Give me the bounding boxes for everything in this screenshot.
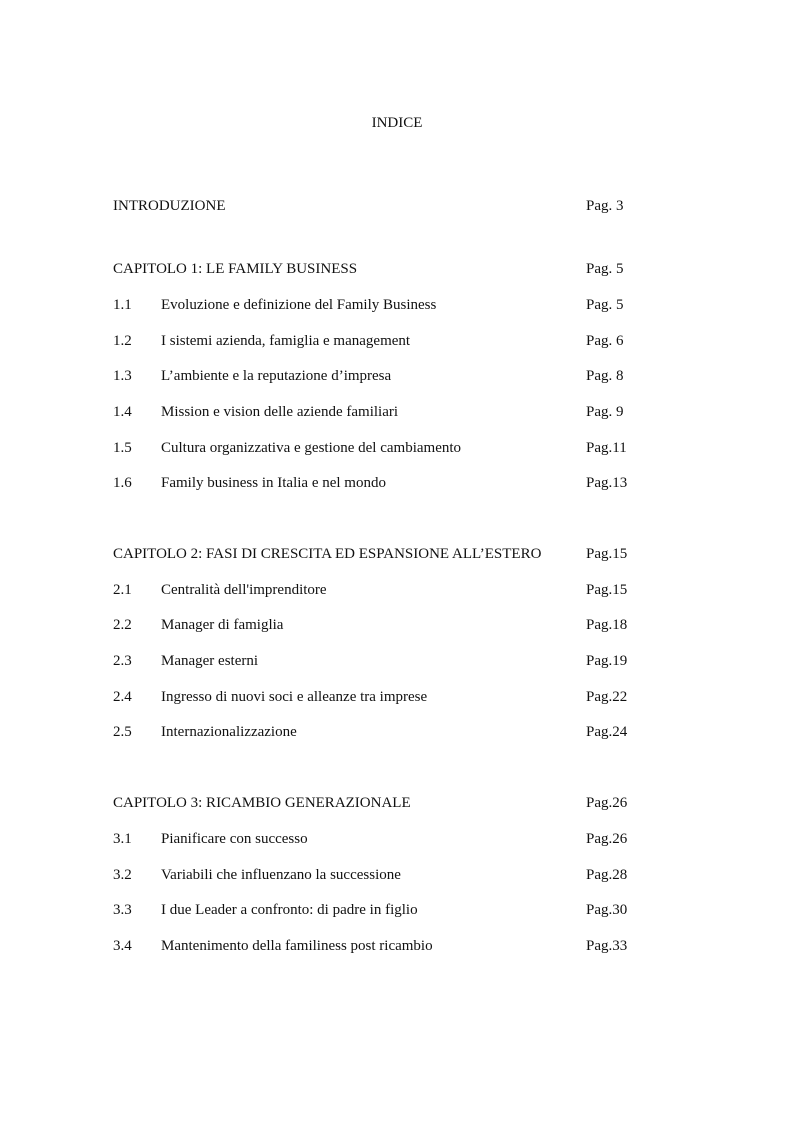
toc-section-page: Pag. 6 bbox=[586, 333, 624, 349]
toc-section-number: 1.3 bbox=[113, 368, 132, 384]
toc-chapter-page: Pag.15 bbox=[586, 546, 628, 562]
toc-chapter-label: CAPITOLO 3: RICAMBIO GENERAZIONALE bbox=[113, 795, 411, 811]
toc-chapter-page: Pag. 5 bbox=[586, 261, 624, 277]
toc-section-title: Ingresso di nuovi soci e alleanze tra imprese bbox=[161, 689, 428, 705]
toc-section-row bbox=[113, 615, 653, 635]
toc-chapter-2 bbox=[113, 544, 653, 564]
toc-section-number: 2.5 bbox=[113, 724, 132, 740]
toc-section-row bbox=[113, 402, 653, 422]
toc-section-page: Pag.11 bbox=[586, 440, 627, 456]
toc-section-page: Pag.15 bbox=[586, 582, 628, 598]
toc-introduction bbox=[113, 196, 653, 216]
toc-chapter-label: CAPITOLO 2: FASI DI CRESCITA ED ESPANSIONE ALL’ESTERO bbox=[113, 546, 542, 562]
toc-chapter-page: Pag.26 bbox=[586, 795, 628, 811]
toc-section-number: 1.2 bbox=[113, 333, 132, 349]
toc-section-title: I due Leader a confronto: di padre in figlio bbox=[161, 902, 418, 918]
toc-section-title: Variabili che influenzano la successione bbox=[161, 867, 401, 883]
toc-section-number: 2.3 bbox=[113, 653, 132, 669]
toc-section-page: Pag.18 bbox=[586, 617, 628, 633]
toc-section-row bbox=[113, 936, 653, 956]
toc-section-row bbox=[113, 900, 653, 920]
toc-introduction-label: INTRODUZIONE bbox=[113, 198, 226, 214]
toc-section-page: Pag.22 bbox=[586, 689, 628, 705]
toc-section-row bbox=[113, 366, 653, 386]
toc-section-number: 2.2 bbox=[113, 617, 132, 633]
toc-section-number: 3.4 bbox=[113, 938, 132, 954]
toc-section-row bbox=[113, 651, 653, 671]
toc-section-title: Manager esterni bbox=[161, 653, 259, 669]
toc-section-title: L’ambiente e la reputazione d’impresa bbox=[161, 368, 392, 384]
toc-section-row bbox=[113, 865, 653, 885]
toc-section-page: Pag. 5 bbox=[586, 297, 624, 313]
toc-section-number: 3.2 bbox=[113, 867, 132, 883]
toc-section-title: Pianificare con successo bbox=[161, 831, 308, 847]
toc-section-row bbox=[113, 331, 653, 351]
toc-section-row bbox=[113, 438, 653, 458]
toc-section-number: 2.4 bbox=[113, 689, 132, 705]
toc-section-row bbox=[113, 580, 653, 600]
toc-section-row bbox=[113, 722, 653, 742]
toc-section-row bbox=[113, 473, 653, 493]
toc-section-number: 1.5 bbox=[113, 440, 132, 456]
toc-section-page: Pag.33 bbox=[586, 938, 628, 954]
toc-section-number: 3.1 bbox=[113, 831, 132, 847]
toc-chapter-1 bbox=[113, 259, 653, 279]
toc-section-page: Pag.30 bbox=[586, 902, 628, 918]
toc-section-title: Cultura organizzativa e gestione del cambiamento bbox=[161, 440, 462, 456]
toc-section-row bbox=[113, 829, 653, 849]
toc-section-page: Pag. 8 bbox=[586, 368, 624, 384]
toc-section-number: 2.1 bbox=[113, 582, 132, 598]
toc-section-title: Centralità dell'imprenditore bbox=[161, 582, 327, 598]
toc-section-title: Internazionalizzazione bbox=[161, 724, 297, 740]
toc-section-title: Evoluzione e definizione del Family Business bbox=[161, 297, 437, 313]
toc-section-number: 1.4 bbox=[113, 404, 132, 420]
toc-chapter-3 bbox=[113, 793, 653, 813]
toc-section-page: Pag.19 bbox=[586, 653, 628, 669]
toc-section-number: 1.6 bbox=[113, 475, 132, 491]
toc-section-page: Pag.24 bbox=[586, 724, 628, 740]
page-title: INDICE bbox=[371, 115, 423, 131]
toc-section-number: 1.1 bbox=[113, 297, 132, 313]
toc-section-number: 3.3 bbox=[113, 902, 132, 918]
toc-section-title: Mission e vision delle aziende familiari bbox=[161, 404, 399, 420]
toc-section-row bbox=[113, 687, 653, 707]
toc-section-page: Pag.28 bbox=[586, 867, 628, 883]
toc-section-page: Pag. 9 bbox=[586, 404, 624, 420]
toc-section-title: Mantenimento della familiness post ricambio bbox=[161, 938, 433, 954]
toc-section-page: Pag.26 bbox=[586, 831, 628, 847]
toc-section-title: Family business in Italia e nel mondo bbox=[161, 475, 386, 491]
toc-section-title: I sistemi azienda, famiglia e management bbox=[161, 333, 411, 349]
toc-introduction-page: Pag. 3 bbox=[586, 198, 624, 214]
toc-section-page: Pag.13 bbox=[586, 475, 628, 491]
toc-section-title: Manager di famiglia bbox=[161, 617, 284, 633]
toc-section-row bbox=[113, 295, 653, 315]
toc-chapter-label: CAPITOLO 1: LE FAMILY BUSINESS bbox=[113, 261, 358, 277]
